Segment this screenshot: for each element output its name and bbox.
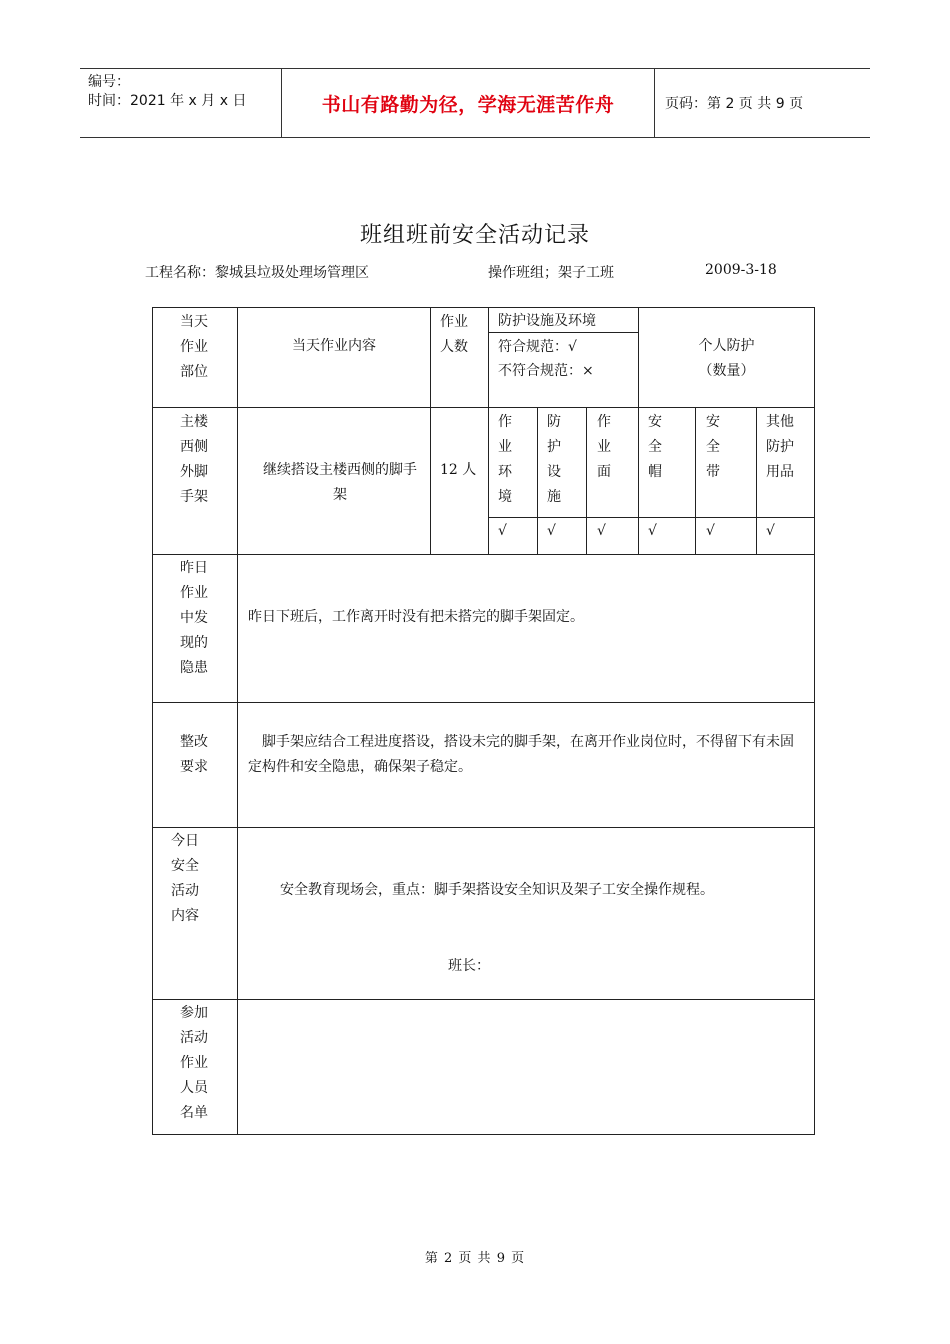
sub-safety-helmet: 安全帽 <box>648 414 662 480</box>
page-footer: 第 2 页 共 9 页 <box>424 1251 526 1266</box>
row-line-3 <box>152 702 815 703</box>
activity-text: 安全教育现场会，重点：脚手架搭设安全知识及架子工安全操作规程。 <box>280 882 714 898</box>
col-line-content <box>430 307 431 554</box>
header-work-content: 当天作业内容 <box>292 337 376 354</box>
table-border-right <box>814 307 815 1135</box>
row-work-part: 主楼西侧外脚手架 <box>180 414 208 505</box>
table-border-bottom <box>152 1134 815 1135</box>
check-work-environment: √ <box>498 523 507 539</box>
participants-list-area <box>238 1000 814 1134</box>
record-form-table <box>152 307 815 1135</box>
sub-work-environment: 作业环境 <box>498 414 512 505</box>
participants-label: 参加活动作业人员名单 <box>180 1005 208 1121</box>
check-other-protection: √ <box>766 523 775 539</box>
rectification-label: 整改要求 <box>180 734 208 775</box>
check-safety-helmet: √ <box>648 523 657 539</box>
header-left <box>80 69 281 137</box>
col-line-count <box>488 307 489 554</box>
rectification-text: 脚手架应结合工程进度搭设，搭设未完的脚手架，在离开作业岗位时，不得留下有未固定构件和安全隐患，确保架子稳定。 <box>248 734 794 775</box>
row-work-content: 继续搭设主楼西侧的脚手架 <box>263 462 417 503</box>
team-name: 操作班组；架子工班 <box>488 265 614 281</box>
project-name: 工程名称：黎城县垃圾处理场管理区 <box>145 265 369 281</box>
header-page-cell <box>655 69 870 137</box>
legend-compliant: 符合规范：√ <box>498 339 577 355</box>
sub-other-protection: 其他防护用品 <box>766 414 794 480</box>
row-line-4 <box>152 827 815 828</box>
header-personal-quantity: （数量） <box>698 363 755 379</box>
team-leader-label: 班长： <box>448 958 490 974</box>
row-worker-count: 12 人 <box>440 462 477 478</box>
sub-work-surface: 作业面 <box>597 414 611 480</box>
check-protection-facility: √ <box>547 523 556 539</box>
header-page-label: 页码：第 2 页 共 9 页 <box>665 96 804 112</box>
col-line-sub-4 <box>756 407 757 554</box>
page-header <box>80 68 870 138</box>
header-motto: 书山有路勤为径，学海无涯苦作舟 <box>321 93 615 116</box>
activity-label: 今日安全活动内容 <box>171 833 199 924</box>
document-time-label: 时间：2021 年 x 月 x 日 <box>88 93 247 109</box>
col-line-sub-3 <box>695 407 696 554</box>
table-border-left <box>152 307 153 1135</box>
hazard-text: 昨日下班后，工作离开时没有把未搭完的脚手架固定。 <box>248 609 584 625</box>
document-title: 班组班前安全活动记录 <box>359 223 590 248</box>
header-motto-cell <box>281 69 655 137</box>
check-work-surface: √ <box>597 523 606 539</box>
row-line-1 <box>152 407 815 408</box>
check-safety-belt: √ <box>706 523 715 539</box>
document-number-label: 编号： <box>88 74 130 90</box>
header-protection-env: 防护设施及环境 <box>498 313 596 329</box>
header-worker-count: 作业人数 <box>440 314 468 355</box>
header-work-part: 当天作业部位 <box>180 314 208 380</box>
row-line-2 <box>152 554 815 555</box>
header-personal-protection: 个人防护 <box>698 338 755 354</box>
sub-safety-belt: 安全带 <box>706 414 720 480</box>
col-line-sub-1 <box>537 407 538 554</box>
record-date: 2009-3-18 <box>705 262 777 278</box>
legend-noncompliant: 不符合规范：× <box>498 363 594 379</box>
col-line-sub-2 <box>586 407 587 554</box>
hazard-label: 昨日作业中发现的隐患 <box>180 560 208 676</box>
sub-protection-facility: 防护设施 <box>547 414 561 505</box>
